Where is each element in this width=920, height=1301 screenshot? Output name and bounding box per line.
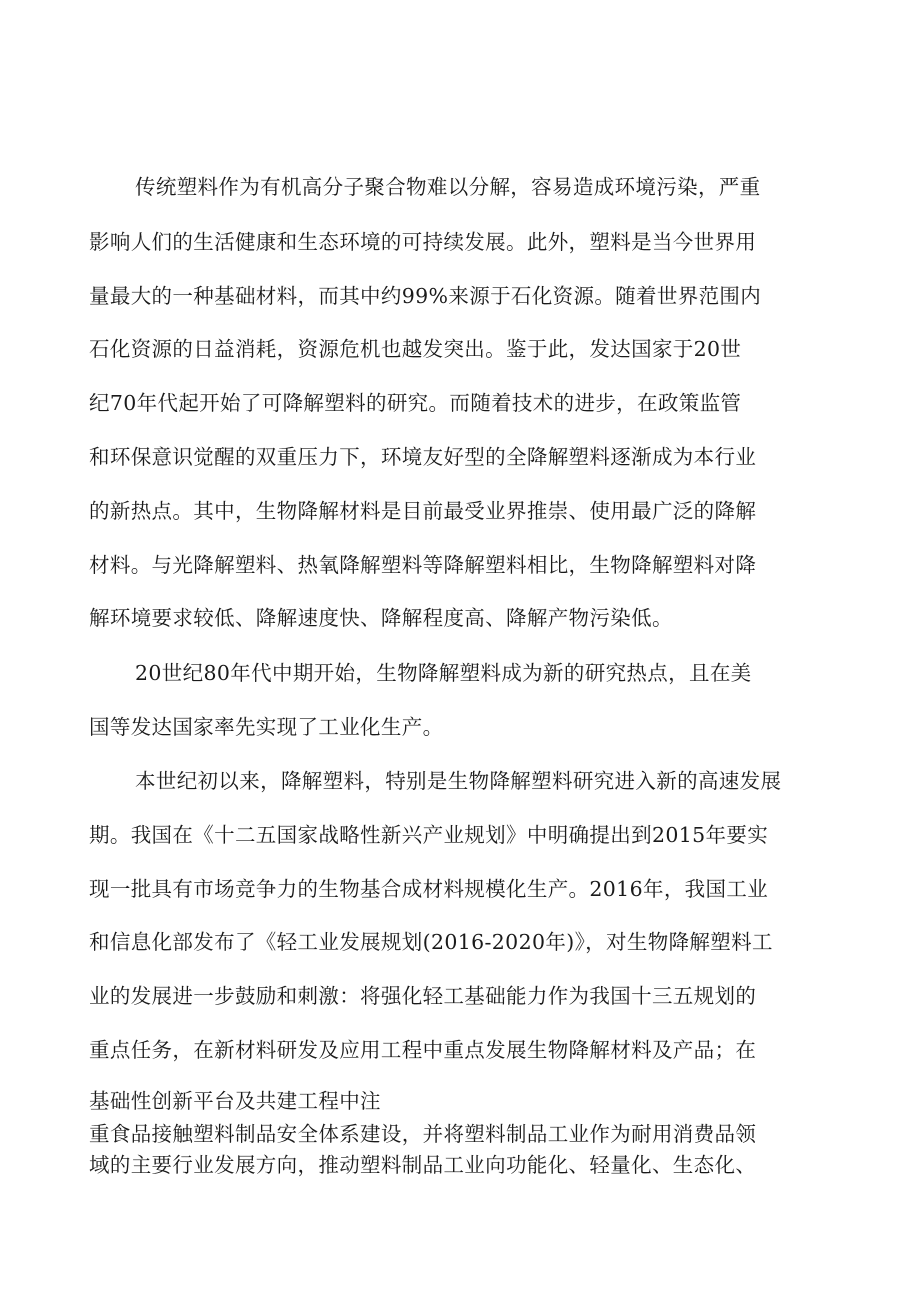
paragraph-3-line-1: 本世纪初以来，降解塑料，特别是生物降解塑料研究进入新的高速发展 (135, 769, 782, 793)
paragraph-1-line-4: 石化资源的日益消耗，资源危机也越发突出。鉴于此，发达国家于20世 (89, 337, 742, 361)
paragraph-3-line-8: 重食品接触塑料制品安全体系建设，并将塑料制品工业作为耐用消费品领 (89, 1122, 757, 1146)
paragraph-1-line-2: 影响人们的生活健康和生态环境的可持续发展。此外，塑料是当今世界用 (89, 230, 757, 254)
paragraph-3-line-9: 域的主要行业发展方向，推动塑料制品工业向功能化、轻量化、生态化、 (89, 1153, 757, 1177)
paragraph-1-line-8: 材料。与光降解塑料、热氧降解塑料等降解塑料相比，生物降解塑料对降 (89, 553, 757, 577)
paragraph-1-line-5: 纪70年代起开始了可降解塑料的研究。而随着技术的进步，在政策监管 (89, 391, 742, 415)
paragraph-1-line-1: 传统塑料作为有机高分子聚合物难以分解，容易造成环境污染，严重 (135, 175, 761, 199)
paragraph-1-line-9: 解环境要求较低、降解速度快、降解程度高、降解产物污染低。 (89, 606, 673, 630)
paragraph-3-line-4: 和信息化部发布了《轻工业发展规划(2016-2020年)》，对生物降解塑料工 (89, 930, 773, 954)
paragraph-1-line-7: 的新热点。其中，生物降解材料是目前最受业界推崇、使用最广泛的降解 (89, 499, 757, 523)
paragraph-1-line-6: 和环保意识觉醒的双重压力下，环境友好型的全降解塑料逐渐成为本行业 (89, 445, 757, 469)
paragraph-3-line-5: 业的发展进一步鼓励和刺激：将强化轻工基础能力作为我国十三五规划的 (89, 984, 757, 1008)
paragraph-2-line-2: 国等发达国家率先实现了工业化生产。 (89, 715, 444, 739)
paragraph-2-line-1: 20世纪80年代中期开始，生物降解塑料成为新的研究热点，且在美 (135, 661, 752, 685)
paragraph-1-line-3: 量最大的一种基础材料，而其中约99%来源于石化资源。随着世界范围内 (89, 284, 762, 308)
paragraph-3-line-2: 期。我国在《十二五国家战略性新兴产业规划》中明确提出到2015年要实 (89, 823, 769, 847)
paragraph-3-line-6: 重点任务，在新材料研发及应用工程中重点发展生物降解材料及产品；在 (89, 1038, 757, 1062)
paragraph-3-line-3: 现一批具有市场竞争力的生物基合成材料规模化生产。2016年，我国工业 (89, 877, 769, 901)
paragraph-3-line-7: 基础性创新平台及共建工程中注 (89, 1089, 381, 1113)
